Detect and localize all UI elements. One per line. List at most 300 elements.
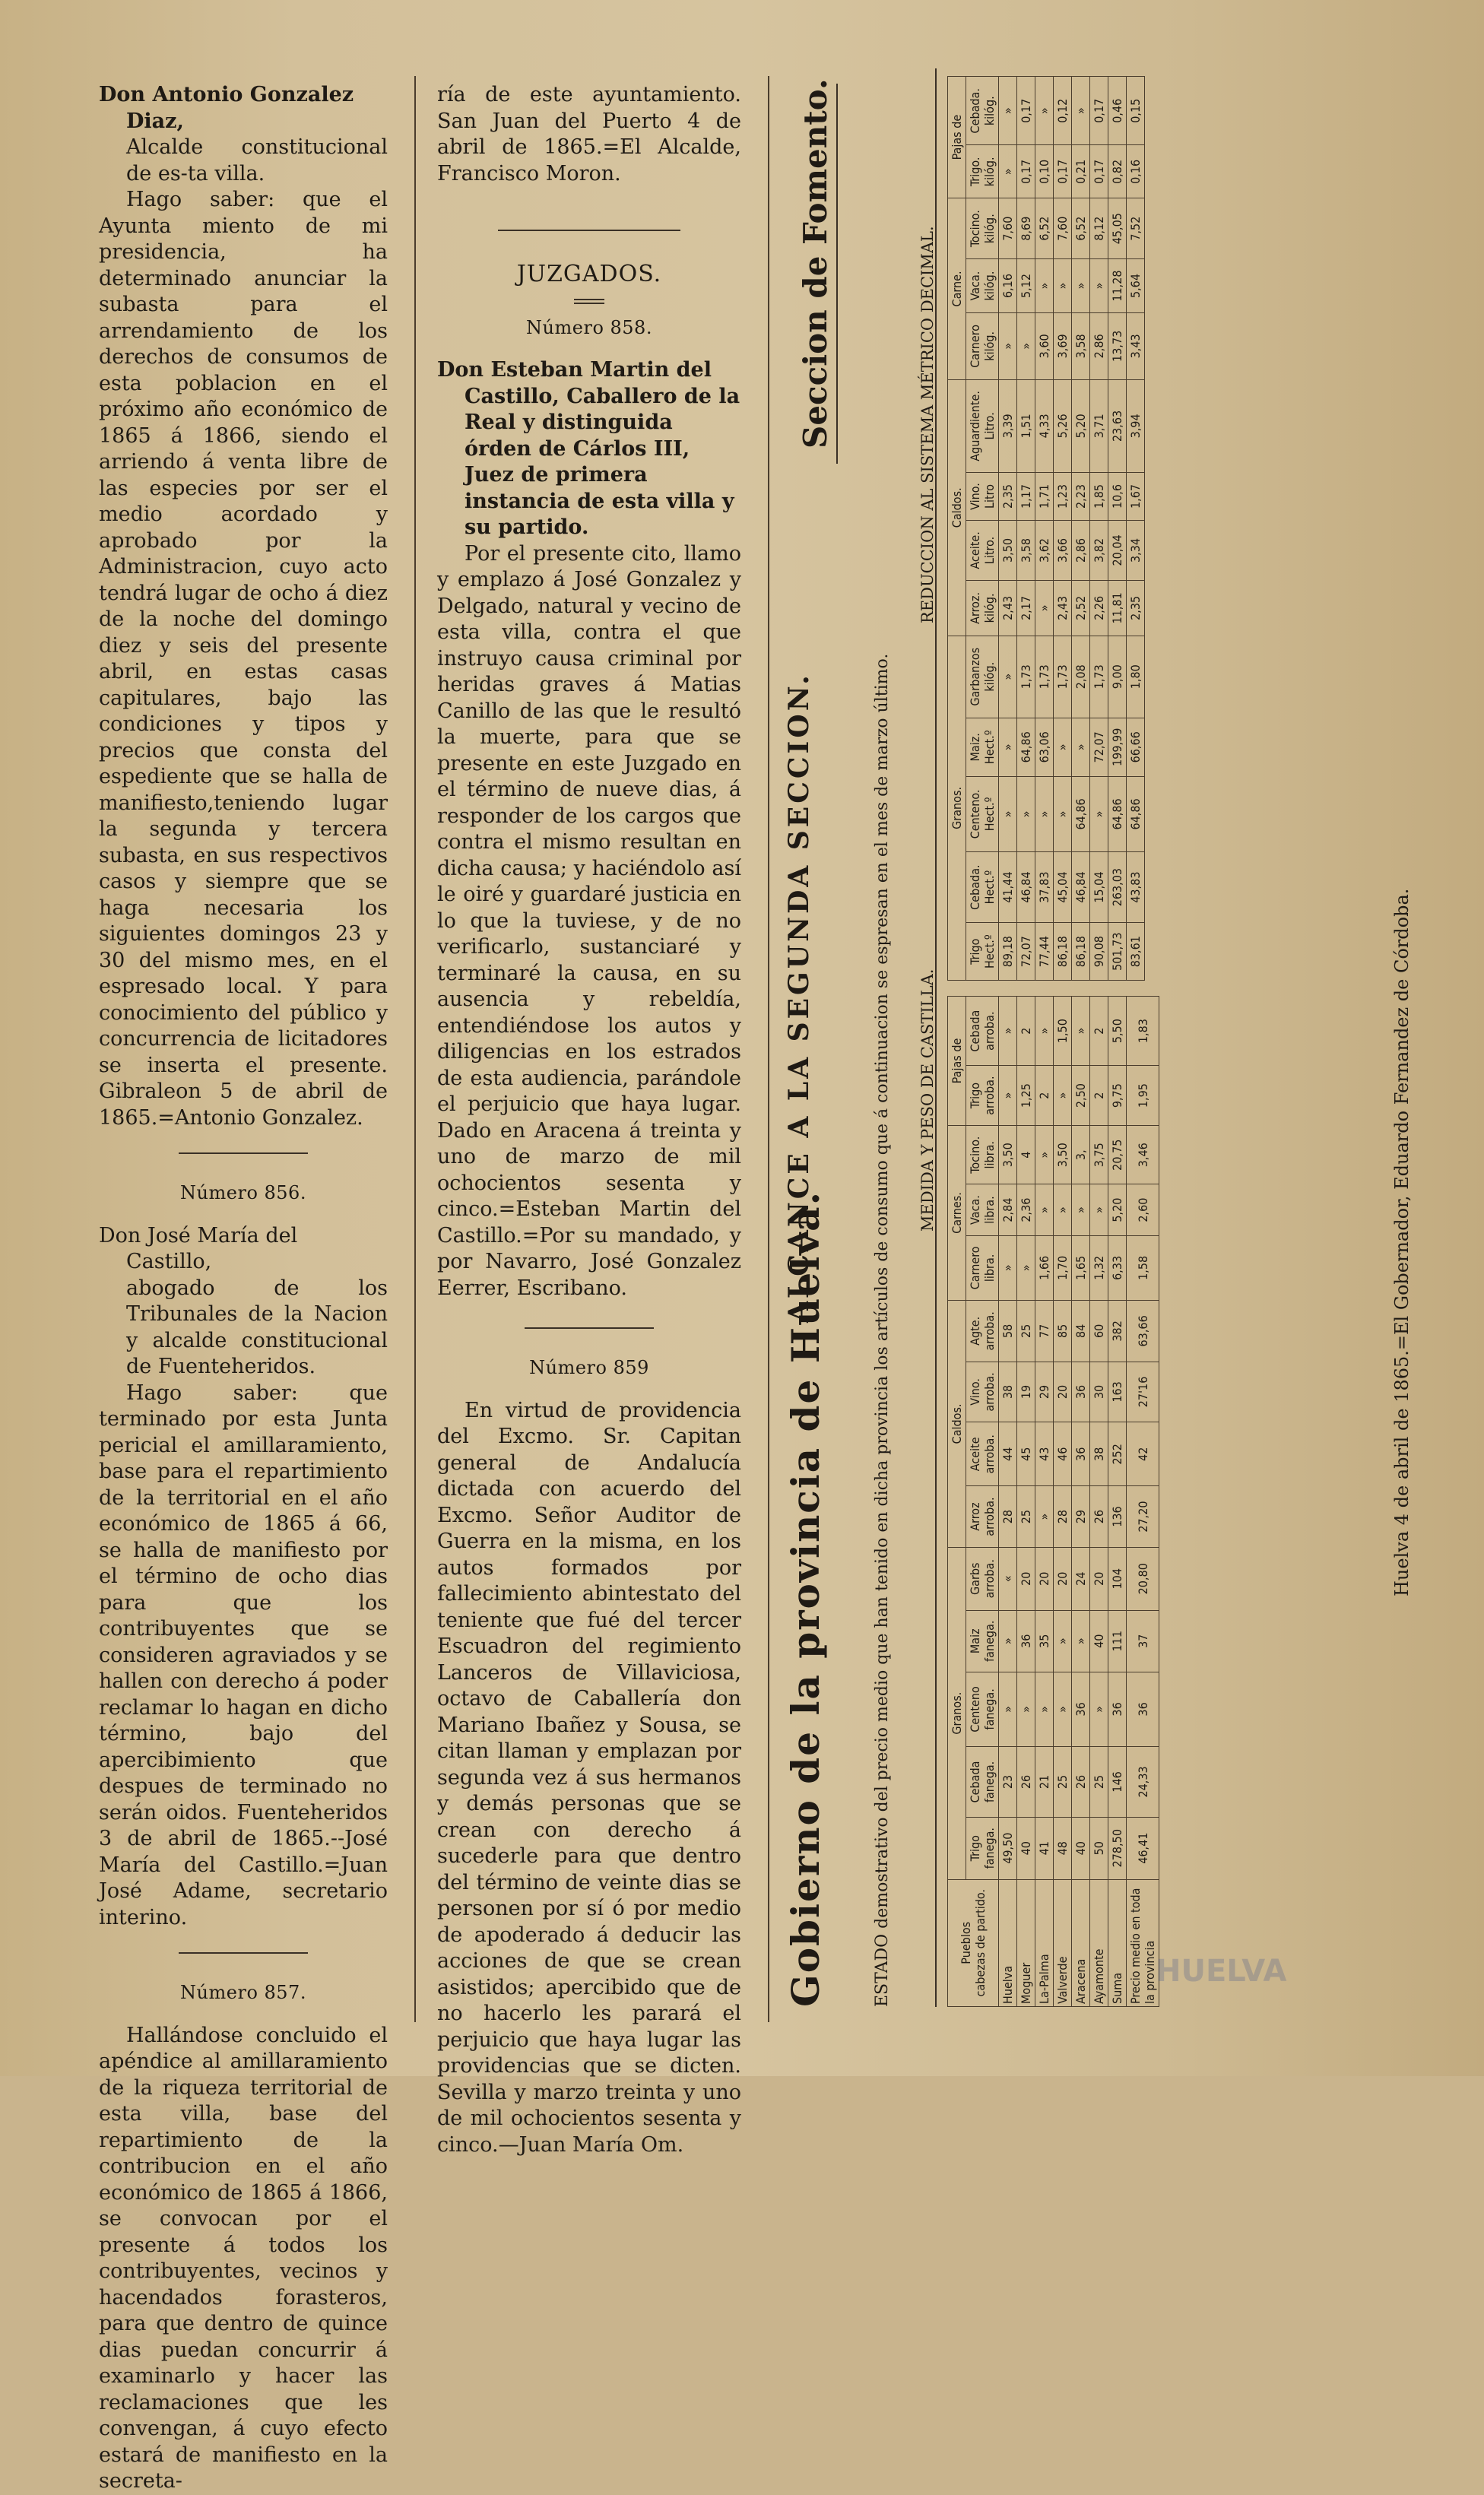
castilla-col-header: Carnero libra.: [966, 1235, 999, 1300]
group-granos: Granos.: [948, 1547, 966, 1879]
table-cell: 36: [1072, 1362, 1090, 1422]
table-cell: 86,18: [1054, 923, 1072, 981]
table-cell: 42: [1127, 1422, 1159, 1486]
column-rule: [414, 76, 416, 2022]
table-cell: 2,52: [1072, 580, 1090, 636]
castilla-col-header: Trigo fanega.: [966, 1817, 999, 1879]
metric-col-header: Tocino. kilóg.: [966, 198, 999, 259]
table-cell: 2,86: [1090, 312, 1108, 379]
table-cell: 9,75: [1108, 1066, 1127, 1126]
table-cell: »: [1054, 1066, 1072, 1126]
table-cell: 27'16: [1127, 1362, 1159, 1422]
table-cell: 3,82: [1090, 520, 1108, 580]
table-cell: 20,80: [1127, 1547, 1159, 1610]
table-cell: »: [999, 145, 1017, 198]
table-cell: 3,50: [1054, 1125, 1072, 1184]
table-cell: 1,71: [1035, 473, 1054, 521]
table-cell: 58: [999, 1301, 1017, 1362]
table-cell: 1,85: [1090, 473, 1108, 521]
report-title: Gobierno de la provincia de Huelva.: [783, 1190, 828, 2007]
table-cell: »: [1035, 1184, 1054, 1235]
table-cell: 2,35: [1127, 580, 1145, 636]
notice-859-number: Número 859: [529, 1357, 649, 1378]
table-cell: »: [999, 1066, 1017, 1126]
table-row: [999, 997, 1017, 2007]
table-cell: »: [999, 1672, 1017, 1746]
pueblo-name: La-Palma: [1035, 1879, 1054, 2006]
table-cell: 25: [1017, 1486, 1035, 1547]
table-row: [1035, 997, 1054, 2007]
table-cell: 3,60: [1035, 312, 1054, 379]
table-cell: 45: [1017, 1422, 1035, 1486]
section-heading-juzgados: JUZGADOS.: [516, 261, 662, 287]
table-cell: 5,20: [1072, 379, 1090, 472]
table-cell: 3,62: [1035, 520, 1054, 580]
table-cell: 37,83: [1035, 851, 1054, 923]
table-cell: 11,81: [1108, 580, 1127, 636]
notice-3-end: ría de este ayuntamiento. San Juan del Puerto 4 de abril de 1865.=El Alcalde, Francisco Moron.: [437, 83, 741, 185]
notice-856-number: Número 856.: [180, 1182, 306, 1203]
castilla-col-header: Agte. arroba.: [966, 1301, 999, 1362]
castilla-col-header: Maiz fanega.: [966, 1610, 999, 1672]
table-cell: 45,04: [1054, 851, 1072, 923]
table-cell: 72,07: [1090, 718, 1108, 776]
table-cell: 46,84: [1017, 851, 1035, 923]
table-cell: 3,43: [1127, 312, 1145, 379]
table-cell: 0,17: [1017, 145, 1035, 198]
table-cell: 3,75: [1090, 1125, 1108, 1184]
table-cell: »: [999, 997, 1017, 1066]
table-cell: 10,6: [1108, 473, 1127, 521]
table-cell: 2,08: [1072, 636, 1090, 718]
table-cell: 6,33: [1108, 1235, 1127, 1300]
notice-1-title: Alcalde constitucional de es-ta villa.: [126, 135, 388, 185]
table-cell: 13,73: [1108, 312, 1127, 379]
table-cell: 43: [1035, 1422, 1054, 1486]
table-cell: 9,00: [1108, 636, 1127, 718]
table-cell: 7,60: [999, 198, 1017, 259]
table-cell: »: [1017, 312, 1035, 379]
table-cell: 1,80: [1127, 636, 1145, 718]
pueblo-name: Moguer: [1017, 1879, 1035, 2006]
pueblo-name: Aracena: [1072, 1879, 1090, 2006]
table-cell: 37: [1127, 1610, 1159, 1672]
table-cell: 2,60: [1127, 1184, 1159, 1235]
table-cell: »: [1017, 1235, 1035, 1300]
table-cell: 26: [1090, 1486, 1108, 1547]
metric-col-header: Cebada. kilóg.: [966, 77, 999, 145]
table-cell: »: [999, 718, 1017, 776]
group-caldos: Caldos.: [948, 1301, 966, 1548]
table-cell: 36: [1108, 1672, 1127, 1746]
table-row: [1127, 997, 1159, 2007]
table-cell: 0,46: [1108, 77, 1127, 145]
report-signature: Huelva 4 de abril de 1865.=El Gobernador, Eduardo Fernandez de Córdoba.: [1391, 888, 1413, 1596]
table-cell: »: [1035, 776, 1054, 851]
table-cell: 48: [1054, 1817, 1072, 1879]
table-cell: 28: [999, 1486, 1017, 1547]
table-cell: 0,17: [1017, 77, 1035, 145]
pueblo-name: Huelva: [999, 1879, 1017, 2006]
table-cell: 84: [1072, 1301, 1090, 1362]
castilla-col-header: Cebada fanega.: [966, 1747, 999, 1818]
metric-col-header: Garbanzos kilóg.: [966, 636, 999, 718]
table-cell: »: [1054, 776, 1072, 851]
divider: [179, 1152, 308, 1154]
library-stamp: HUELVA: [1156, 1954, 1287, 1989]
table-cell: 11,28: [1108, 259, 1127, 313]
table-cell: 36: [1072, 1422, 1090, 1486]
table-cell: 85: [1054, 1301, 1072, 1362]
metric-col-header: Vaca. kilóg.: [966, 259, 999, 313]
table-cell: 23: [999, 1747, 1017, 1818]
pueblo-name: Ayamonte: [1090, 1879, 1108, 2006]
table-cell: 66,66: [1127, 718, 1145, 776]
table-cell: 64,86: [1108, 776, 1127, 851]
table-cell: 2,43: [1054, 580, 1072, 636]
table-cell: 29: [1072, 1486, 1090, 1547]
table-cell: 20: [1017, 1547, 1035, 1610]
divider: [525, 1327, 654, 1329]
table-cell: 2: [1035, 1066, 1054, 1126]
table-cell: »: [1054, 1184, 1072, 1235]
table-cell: 199,99: [1108, 718, 1127, 776]
table-cell: 0,12: [1054, 77, 1072, 145]
table-row: [1017, 77, 1035, 981]
pueblo-name: Valverde: [1054, 1879, 1072, 2006]
castilla-col-header: Cebada arroba.: [966, 997, 999, 1066]
table-cell: 278,50: [1108, 1817, 1127, 1879]
metric-col-header: Centeno. Hect.º: [966, 776, 999, 851]
notice-3-body: Hallándose concluido el apéndice al amillaramiento de la riqueza territorial de esta villa, base del repartimiento de la contribucion en el año económico de 1865 á 1866, se convocan por el presente á todos los contribuyentes, vecinos y hacendados forasteros, para que dentro de quince dias puedan concurrir á examinarlo y hacer las reclamaciones que les convengan, á cuyo efecto estará de manifiesto en la secreta-: [99, 2023, 388, 2493]
table-cell: 35: [1035, 1610, 1054, 1672]
table-cell: 0,17: [1054, 145, 1072, 198]
table-cell: 2: [1090, 1066, 1108, 1126]
table-row: [1108, 997, 1127, 2007]
table-cell: 40: [1090, 1610, 1108, 1672]
table-cell: 1,73: [1017, 636, 1035, 718]
table-cell: »: [1090, 259, 1108, 313]
column-rule: [768, 76, 769, 2022]
table-right-caption: REDUCCION AL SISTEMA MÉTRICO DECIMAL.: [918, 226, 937, 623]
table-cell: 1,66: [1035, 1235, 1054, 1300]
table-cell: »: [1035, 997, 1054, 1066]
table-cell: »: [1072, 997, 1090, 1066]
table-cell: »: [1054, 1610, 1072, 1672]
table-cell: 3,39: [999, 379, 1017, 472]
table-cell: 36: [1127, 1672, 1159, 1746]
table-cell: 1,73: [1035, 636, 1054, 718]
table-cell: 501,73: [1108, 923, 1127, 981]
table-cell: 1,95: [1127, 1066, 1159, 1126]
castilla-table: [947, 996, 1159, 2007]
row-label: Precio medio en toda la provincia: [1127, 1879, 1159, 2006]
table-cell: 252: [1108, 1422, 1127, 1486]
notice-858-body: Por el presente cito, llamo y emplazo á José Gonzalez y Delgado, natural y vecino de esta villa, contra el que instruyo causa criminal por heridas graves á Matias Canillo de las que le resultó la muerte, para que se presente en este Juzgado en el término de nueve dias, á responder de los cargos que contra el mismo resultan en dicha causa; y haciéndolo así le oiré y guardaré justicia en lo que la tuviese, y de no verificarlo, sustanciaré y terminaré la causa, en su ausencia y rebeldía, entendiéndose los autos y diligencias en los estrados de esta audiencia, parándole el perjuicio que haya lugar. Dado en Aracena á treinta y uno de marzo de mil ochocientos sesenta y cinco.=Esteban Martin del Castillo.=Por su mandado, y por Navarro, José Gonzalez Eerrer, Escribano.: [437, 541, 741, 1300]
table-cell: 40: [1017, 1817, 1035, 1879]
table-cell: 20: [1090, 1547, 1108, 1610]
table-row: [1090, 77, 1108, 981]
group-caldos: Caldos.: [948, 379, 966, 636]
table-cell: »: [1072, 1610, 1090, 1672]
table-cell: 5,20: [1108, 1184, 1127, 1235]
castilla-col-header: Tocino. libra.: [966, 1125, 999, 1184]
table-cell: 3,: [1072, 1125, 1090, 1184]
table-cell: 5,12: [1017, 259, 1035, 313]
table-cell: 5,64: [1127, 259, 1145, 313]
table-cell: 1,23: [1054, 473, 1072, 521]
table-cell: 5,50: [1108, 997, 1127, 1066]
table-cell: »: [1035, 1672, 1054, 1746]
table-cell: »: [999, 776, 1017, 851]
table-cell: 63,06: [1035, 718, 1054, 776]
notice-858-number: Número 858.: [526, 316, 652, 338]
notice-2-title: abogado de los Tribunales de la Nacion y alcalde constitucional de Fuenteheridos.: [126, 1276, 388, 1378]
metric-col-header: Vino. Litro: [966, 473, 999, 521]
divider: [498, 230, 680, 231]
castilla-col-header: Centeno fanega.: [966, 1672, 999, 1746]
table-cell: 111: [1108, 1610, 1127, 1672]
rotated-price-report: [783, 68, 1437, 2007]
table-cell: 2,43: [999, 580, 1017, 636]
table-cell: 25: [1090, 1747, 1108, 1818]
table-cell: 0,21: [1072, 145, 1090, 198]
table-cell: 2: [1090, 997, 1108, 1066]
table-cell: 7,60: [1054, 198, 1072, 259]
table-cell: 4,33: [1035, 379, 1054, 472]
table-cell: 3,58: [1072, 312, 1090, 379]
table-cell: 45,05: [1108, 198, 1127, 259]
table-cell: »: [1035, 580, 1054, 636]
castilla-col-header: Aceite arroba.: [966, 1422, 999, 1486]
table-cell: 382: [1108, 1301, 1127, 1362]
table-cell: 3,69: [1054, 312, 1072, 379]
table-cell: »: [1072, 259, 1090, 313]
table-cell: 44: [999, 1422, 1017, 1486]
metric-col-header: Trigo Hect.º: [966, 923, 999, 981]
table-cell: »: [1072, 1184, 1090, 1235]
table-cell: »: [1017, 776, 1035, 851]
table-cell: 1,73: [1054, 636, 1072, 718]
table-cell: «: [999, 1547, 1017, 1610]
table-cell: 5,26: [1054, 379, 1072, 472]
table-cell: 64,86: [1017, 718, 1035, 776]
notice-859-body: En virtud de providencia del Excmo. Sr. Capitan general de Andalucía dictada con acuerdo del Excmo. Señor Auditor de Guerra en la misma, en los autos formados por fallecimiento abintestato del teniente que fué del tercer Escuadron del regimiento Lanceros de Villaviciosa, octavo de Caballería don Mariano Ibañez y Sousa, se citan llaman y emplazan por segunda vez á sus hermanos y demás personas que se crean con derecho á sucederle para que dentro del término de veinte dias se personen por sí ó por medio de apoderado á deducir las acciones de que se crean asistidos; apercibido que de no hacerlo les parará el perjuicio que haya lugar las providencias que se dicten. Sevilla y marzo treinta y uno de mil ochocientos sesenta y cinco.—Juan María Om.: [437, 1398, 741, 2157]
table-cell: 3,58: [1017, 520, 1035, 580]
table-cell: »: [1054, 259, 1072, 313]
metric-col-header: Aceite. Litro.: [966, 520, 999, 580]
table-cell: 72,07: [1017, 923, 1035, 981]
table-cell: 1,65: [1072, 1235, 1090, 1300]
table-cell: 24: [1072, 1547, 1090, 1610]
table-cell: 4: [1017, 1125, 1035, 1184]
pueblos-header: Pueblos cabezas de partido.: [948, 1879, 999, 2006]
table-cell: 36: [1072, 1672, 1090, 1746]
report-alcance: ALCANCE A LA SEGUNDA SECCION.: [783, 672, 815, 1323]
table-cell: »: [1072, 77, 1090, 145]
table-row: [1072, 997, 1090, 2007]
table-cell: 38: [1090, 1422, 1108, 1486]
divider: [836, 84, 838, 464]
table-cell: 89,18: [999, 923, 1017, 981]
table-cell: 40: [1072, 1817, 1090, 1879]
table-cell: 1,25: [1017, 1066, 1035, 1126]
castilla-col-header: Garbs arroba.: [966, 1547, 999, 1610]
table-cell: 46,41: [1127, 1817, 1159, 1879]
table-cell: »: [999, 312, 1017, 379]
table-cell: 263,03: [1108, 851, 1127, 923]
table-row: [1054, 77, 1072, 981]
group-pajas: Pajas de: [948, 997, 966, 1126]
table-cell: »: [1054, 718, 1072, 776]
table-cell: »: [1090, 1184, 1108, 1235]
table-cell: »: [1017, 1672, 1035, 1746]
table-cell: 0,82: [1108, 145, 1127, 198]
table-cell: 20,75: [1108, 1125, 1127, 1184]
table-cell: 136: [1108, 1486, 1127, 1547]
notice-2-name: Don José María del Castillo,: [99, 1223, 298, 1273]
group-carnes: Carnes.: [948, 1125, 966, 1300]
table-cell: 63,66: [1127, 1301, 1159, 1362]
column-left: [99, 82, 388, 2495]
table-row: [999, 77, 1017, 981]
table-cell: 2,26: [1090, 580, 1108, 636]
table-row: [1108, 77, 1127, 981]
table-cell: »: [1090, 776, 1108, 851]
castilla-col-header: Vino. arroba.: [966, 1362, 999, 1422]
table-cell: 77,44: [1035, 923, 1054, 981]
notice-2-body: Hago saber: que terminado por esta Junta pericial el amillaramiento, base para el repartimiento de la territorial en el año económico de 1865 á 66, se halla de manifiesto por el término de ocho dias para que los contribuyentes que se consideren agraviados y se hallen con derecho á poder reclamar lo hagan en dicho término, bajo del apercibimiento que despues de terminado no serán oidos. Fuenteheridos 3 de abril de 1865.--José María del Castillo.=Juan José Adame, secretario interino.: [99, 1381, 388, 1929]
report-description: ESTADO demostrativo del precio medio que han tenido en dicha provincia los artículos de consumo que á continuacion se espresan en el mes de marzo último.: [873, 653, 892, 2007]
table-cell: 1,73: [1090, 636, 1108, 718]
metric-col-header: Arroz. kilóg.: [966, 580, 999, 636]
table-cell: 90,08: [1090, 923, 1108, 981]
table-cell: 2,17: [1017, 580, 1035, 636]
column-middle: [437, 82, 741, 2158]
table-cell: 104: [1108, 1547, 1127, 1610]
table-cell: 1,32: [1090, 1235, 1108, 1300]
table-cell: 0,15: [1127, 77, 1145, 145]
table-row: [1127, 77, 1145, 981]
table-cell: 2,36: [1017, 1184, 1035, 1235]
metric-col-header: Cebada. Hect.º: [966, 851, 999, 923]
table-cell: 2: [1017, 997, 1035, 1066]
table-cell: »: [1054, 1672, 1072, 1746]
table-cell: 2,23: [1072, 473, 1090, 521]
table-cell: 1,51: [1017, 379, 1035, 472]
table-cell: 6,52: [1072, 198, 1090, 259]
table-cell: 27,20: [1127, 1486, 1159, 1547]
table-cell: 60: [1090, 1301, 1108, 1362]
table-cell: 77: [1035, 1301, 1054, 1362]
table-cell: 26: [1072, 1747, 1090, 1818]
table-cell: »: [1072, 718, 1090, 776]
table-cell: 3,66: [1054, 520, 1072, 580]
table-cell: 146: [1108, 1747, 1127, 1818]
report-seccion: Seccion de Fomento.: [797, 78, 834, 449]
table-cell: »: [999, 77, 1017, 145]
table-cell: 86,18: [1072, 923, 1090, 981]
table-cell: 1,50: [1054, 997, 1072, 1066]
table-cell: 2,86: [1072, 520, 1090, 580]
metric-col-header: Carnero kilóg.: [966, 312, 999, 379]
castilla-col-header: Vaca. libra.: [966, 1184, 999, 1235]
table-cell: 3,71: [1090, 379, 1108, 472]
table-cell: 1,70: [1054, 1235, 1072, 1300]
table-cell: 50: [1090, 1817, 1108, 1879]
table-cell: 2,35: [999, 473, 1017, 521]
table-cell: 46: [1054, 1422, 1072, 1486]
table-cell: 43,83: [1127, 851, 1145, 923]
table-cell: 64,86: [1072, 776, 1090, 851]
double-rule: [574, 299, 604, 304]
table-cell: »: [999, 1235, 1017, 1300]
table-cell: »: [1090, 1672, 1108, 1746]
notice-1-body: Hago saber: que el Ayunta miento de mi presidencia, ha determinado anunciar la subasta para el arrendamiento de los derechos de consumos de esta poblacion en el próximo año económico de 1865 á 1866, siendo el arriendo á venta libre de las especies por ser el medio acordado y aprobado por la Administracion, cuyo acto tendrá lugar de ocho á diez de la noche del domingo diez y seis del presente abril, en estas casas capitulares, bajo las condiciones y tipos y precios que consta del espediente que se halla de manifiesto,teniendo lugar la segunda y tercera subasta, en sus respectivos casos y siempre que se haga necesaria los siguientes domingos 23 y 30 del mismo mes, en el espresado local. Y para conocimiento del público y concurrencia de licitadores se inserta el presente. Gibraleon 5 de abril de 1865.=Antonio Gonzalez.: [99, 188, 388, 1130]
table-cell: »: [1035, 77, 1054, 145]
castilla-col-header: Arroz arroba.: [966, 1486, 999, 1547]
table-cell: 0,16: [1127, 145, 1145, 198]
table-cell: 163: [1108, 1362, 1127, 1422]
table-cell: 49,50: [999, 1817, 1017, 1879]
table-cell: 21: [1035, 1747, 1054, 1818]
table-cell: 41,44: [999, 851, 1017, 923]
castilla-col-header: Trigo arroba.: [966, 1066, 999, 1126]
table-cell: 20: [1035, 1547, 1054, 1610]
group-granos: Granos.: [948, 636, 966, 980]
table-cell: 8,12: [1090, 198, 1108, 259]
table-row: [1017, 997, 1035, 2007]
table-cell: 0,17: [1090, 145, 1108, 198]
table-cell: 3,94: [1127, 379, 1145, 472]
table-cell: »: [1035, 259, 1054, 313]
metric-table: [947, 76, 1145, 981]
table-row: [1090, 997, 1108, 2007]
table-cell: 36: [1017, 1610, 1035, 1672]
table-cell: 29: [1035, 1362, 1054, 1422]
divider: [935, 68, 937, 2007]
table-row: [1054, 997, 1072, 2007]
table-cell: 3,34: [1127, 520, 1145, 580]
table-cell: »: [999, 1610, 1017, 1672]
table-cell: 2,50: [1072, 1066, 1090, 1126]
divider: [179, 1952, 308, 1954]
table-cell: »: [1035, 1486, 1054, 1547]
group-pajas: Pajas de: [948, 77, 966, 198]
table-row: [1035, 77, 1054, 981]
table-cell: 7,52: [1127, 198, 1145, 259]
table-cell: 41: [1035, 1817, 1054, 1879]
notice-857-number: Número 857.: [180, 1982, 306, 2003]
table-row: [1072, 77, 1090, 981]
table-cell: 38: [999, 1362, 1017, 1422]
table-cell: 24,33: [1127, 1747, 1159, 1818]
table-cell: 15,04: [1090, 851, 1108, 923]
table-cell: 1,67: [1127, 473, 1145, 521]
table-cell: 1,17: [1017, 473, 1035, 521]
table-cell: »: [1035, 1125, 1054, 1184]
table-cell: 1,58: [1127, 1235, 1159, 1300]
group-carne: Carne.: [948, 198, 966, 380]
table-cell: 20: [1054, 1362, 1072, 1422]
table-cell: 0,17: [1090, 77, 1108, 145]
table-cell: 46,84: [1072, 851, 1090, 923]
table-cell: 3,50: [999, 1125, 1017, 1184]
notice-1-name: Don Antonio Gonzalez Diaz,: [99, 83, 354, 133]
table-cell: 3,46: [1127, 1125, 1159, 1184]
table-cell: 23,63: [1108, 379, 1127, 472]
table-left-caption: MEDIDA Y PESO DE CASTILLA.: [918, 969, 937, 1232]
